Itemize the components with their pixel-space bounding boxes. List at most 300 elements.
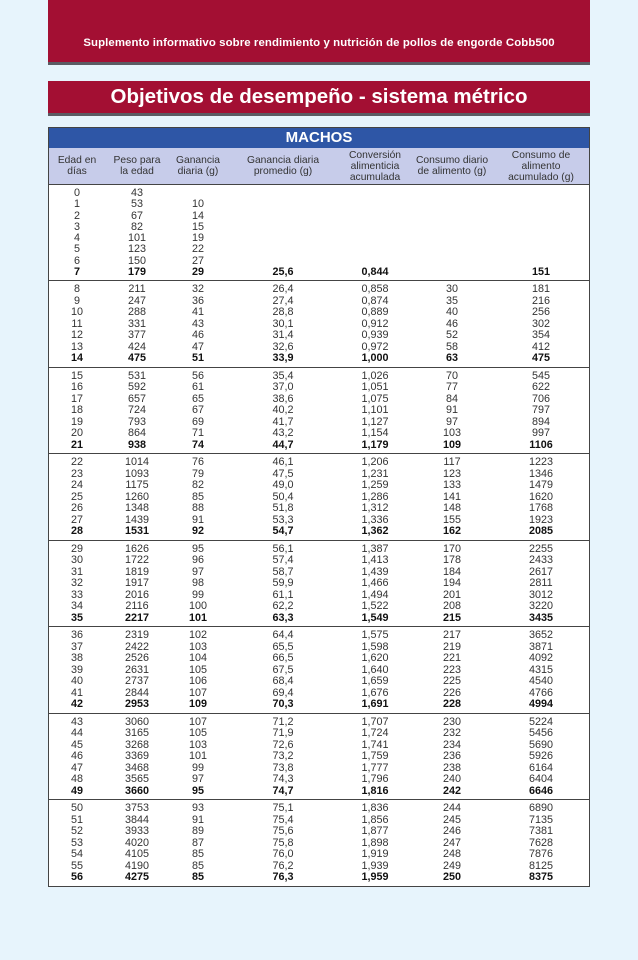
cell-daily-gain: 74: [191, 438, 204, 451]
cell-age: 14: [70, 352, 83, 365]
cell-daily-gain: 107: [188, 686, 207, 699]
cell-age: 51: [70, 813, 83, 826]
cell-weight: 3660: [124, 784, 150, 797]
cell-daily-feed: [411, 222, 493, 233]
column-header-daily-gain: Ganancia diaria (g): [175, 155, 221, 177]
cell-daily-feed: 249: [442, 859, 461, 872]
column-header-feed-conversion: Conversión alimenticia acumulada: [348, 149, 402, 183]
cell-avg-daily-gain: 38,6: [272, 392, 294, 405]
cell-weight: 424: [127, 340, 146, 353]
cell-daily-feed: 245: [442, 813, 461, 826]
cell-age: 22: [70, 456, 83, 469]
cell-weight: 3369: [124, 750, 150, 763]
cell-weight: 1722: [124, 554, 150, 567]
cell-weight: 1626: [124, 542, 150, 555]
cell-feed-conversion: 1,659: [361, 675, 389, 688]
cell-daily-feed: 250: [442, 871, 461, 884]
cell-cumulative-feed: 4766: [528, 686, 554, 699]
cell-feed-conversion: 0,844: [361, 266, 389, 279]
cell-age: 52: [70, 825, 83, 838]
cell-age: 45: [70, 738, 83, 751]
cell-age: 34: [70, 600, 83, 613]
cell-avg-daily-gain: 76,2: [272, 859, 294, 872]
cell-daily-gain: 97: [191, 565, 204, 578]
cell-avg-daily-gain: 67,5: [272, 663, 294, 676]
cell-feed-conversion: [339, 244, 411, 255]
cell-avg-daily-gain: 76,3: [272, 871, 294, 884]
cell-daily-gain: 101: [188, 750, 207, 763]
cell-age: 23: [70, 467, 83, 480]
cell-feed-conversion: 1,466: [361, 577, 389, 590]
cell-daily-feed: 201: [442, 588, 461, 601]
cell-daily-feed: 63: [445, 352, 458, 365]
table-row: [49, 211, 589, 222]
cell-daily-feed: 103: [442, 427, 461, 440]
cell-daily-gain: 105: [188, 727, 207, 740]
cell-avg-daily-gain: 64,4: [272, 629, 294, 642]
cell-cumulative-feed: 622: [531, 381, 550, 394]
cell-feed-conversion: 1,231: [361, 467, 389, 480]
cell-weight: 4275: [124, 871, 150, 884]
cell-feed-conversion: 1,796: [361, 773, 389, 786]
cell-feed-conversion: 1,691: [361, 698, 389, 711]
cell-avg-daily-gain: 26,4: [272, 283, 294, 296]
cell-feed-conversion: 0,874: [361, 294, 389, 307]
cell-age: 47: [70, 761, 83, 774]
cell-age: 36: [70, 629, 83, 642]
cell-daily-feed: 240: [442, 773, 461, 786]
cell-age: 5: [73, 243, 80, 256]
cell-daily-gain: 22: [191, 243, 204, 256]
cell-daily-feed: 215: [442, 611, 461, 624]
cell-daily-feed: 219: [442, 640, 461, 653]
cell-age: 25: [70, 490, 83, 503]
cell-avg-daily-gain: [227, 211, 339, 222]
cell-daily-feed: [411, 244, 493, 255]
cell-cumulative-feed: [493, 233, 589, 244]
cell-daily-gain: 97: [191, 773, 204, 786]
cell-age: 38: [70, 652, 83, 665]
cell-age: 4: [73, 232, 80, 245]
cell-weight: 2116: [125, 600, 149, 613]
cell-avg-daily-gain: 43,2: [272, 427, 294, 440]
cell-cumulative-feed: 5224: [528, 715, 554, 728]
cell-daily-gain: 91: [191, 513, 204, 526]
cell-weight: 1917: [124, 577, 150, 590]
cell-feed-conversion: 1,707: [361, 715, 389, 728]
cell-daily-feed: 123: [442, 467, 461, 480]
cell-daily-gain: 29: [191, 266, 204, 279]
cell-age: 0: [73, 187, 80, 199]
cell-daily-gain: 89: [191, 825, 204, 838]
cell-daily-feed: 148: [442, 502, 461, 515]
cell-daily-gain: 14: [191, 209, 204, 222]
cell-daily-gain: 69: [191, 415, 204, 428]
cell-avg-daily-gain: 51,8: [272, 502, 294, 515]
cell-weight: 101: [127, 232, 146, 245]
cell-avg-daily-gain: 32,6: [272, 340, 294, 353]
cell-cumulative-feed: [493, 211, 589, 222]
cell-age: 56: [70, 871, 83, 884]
cell-age: 48: [70, 773, 83, 786]
cell-feed-conversion: 0,912: [361, 317, 389, 330]
week-group: [49, 627, 589, 714]
cell-daily-feed: 246: [442, 825, 461, 838]
cell-weight: 2016: [124, 588, 150, 601]
cell-daily-feed: 91: [445, 404, 458, 417]
cell-weight: 211: [128, 283, 146, 296]
cell-daily-gain: 32: [191, 283, 204, 296]
cell-daily-gain: 95: [191, 542, 204, 555]
column-header-weight: Peso para la edad: [113, 155, 161, 177]
cell-cumulative-feed: 475: [531, 352, 550, 365]
cell-age: 37: [70, 640, 83, 653]
cell-daily-feed: 208: [442, 600, 461, 613]
cell-feed-conversion: 1,836: [361, 802, 389, 815]
week-group: [49, 281, 589, 368]
cell-cumulative-feed: 6404: [528, 773, 554, 786]
cell-daily-feed: 242: [442, 784, 461, 797]
cell-avg-daily-gain: 53,3: [272, 513, 294, 526]
cell-feed-conversion: 1,856: [361, 813, 389, 826]
cell-avg-daily-gain: 33,9: [272, 352, 294, 365]
cell-age: 39: [70, 663, 83, 676]
cell-cumulative-feed: 3871: [528, 640, 554, 653]
cell-feed-conversion: 1,939: [361, 859, 389, 872]
cell-weight: 2422: [124, 640, 150, 653]
cell-avg-daily-gain: 44,7: [272, 438, 294, 451]
section-title: MACHOS: [49, 128, 589, 148]
cell-cumulative-feed: 2433: [528, 554, 554, 567]
cell-age: 29: [70, 542, 83, 555]
cell-daily-feed: [411, 211, 493, 222]
cell-daily-feed: 226: [442, 686, 461, 699]
cell-cumulative-feed: 8375: [528, 871, 554, 884]
cell-daily-gain: 61: [191, 381, 204, 394]
cell-avg-daily-gain: 68,4: [272, 675, 294, 688]
cell-cumulative-feed: 894: [531, 415, 550, 428]
cell-age: 9: [73, 294, 80, 307]
cell-daily-gain: 15: [191, 220, 204, 233]
cell-daily-feed: 230: [442, 715, 461, 728]
table-row: [49, 188, 589, 199]
cell-age: 43: [70, 715, 83, 728]
cell-feed-conversion: 1,877: [361, 825, 389, 838]
cell-daily-feed: 117: [443, 456, 461, 469]
cell-weight: 3468: [124, 761, 150, 774]
cell-daily-gain: 10: [191, 198, 204, 211]
cell-age: 18: [70, 404, 83, 417]
cell-feed-conversion: [339, 211, 411, 222]
cell-daily-feed: 30: [445, 283, 458, 296]
cell-daily-feed: 155: [442, 513, 461, 526]
cell-daily-gain: 103: [188, 640, 207, 653]
cell-daily-gain: 99: [191, 761, 204, 774]
cell-daily-gain: 105: [188, 663, 207, 676]
cell-weight: 288: [127, 306, 146, 319]
cell-avg-daily-gain: [227, 188, 339, 199]
cell-cumulative-feed: 1106: [529, 438, 553, 451]
cell-daily-feed: 247: [442, 836, 461, 849]
cell-daily-feed: 97: [445, 415, 458, 428]
cell-cumulative-feed: 412: [531, 340, 550, 353]
cell-daily-feed: 133: [442, 479, 461, 492]
cell-feed-conversion: 0,858: [361, 283, 389, 296]
cell-avg-daily-gain: 65,5: [272, 640, 294, 653]
cell-cumulative-feed: 706: [531, 392, 550, 405]
table-row: [49, 613, 589, 625]
cell-age: 35: [70, 611, 83, 624]
cell-feed-conversion: [339, 233, 411, 244]
cell-weight: 938: [127, 438, 146, 451]
table-row: [49, 440, 589, 452]
cell-weight: 475: [127, 352, 146, 365]
cell-avg-daily-gain: 69,4: [272, 686, 294, 699]
cell-avg-daily-gain: [227, 199, 339, 210]
cell-avg-daily-gain: 31,4: [272, 329, 294, 342]
cell-feed-conversion: 1,919: [361, 848, 389, 861]
cell-age: 19: [70, 415, 83, 428]
cell-cumulative-feed: 6646: [528, 784, 554, 797]
cell-age: 13: [70, 340, 83, 353]
cell-age: 50: [70, 802, 83, 815]
cell-daily-feed: 58: [445, 340, 458, 353]
cell-weight: 657: [127, 392, 146, 405]
cell-cumulative-feed: 6164: [528, 761, 554, 774]
cell-feed-conversion: 1,362: [361, 525, 389, 538]
cell-feed-conversion: 1,127: [361, 415, 389, 428]
cell-cumulative-feed: 6890: [528, 802, 554, 815]
cell-daily-gain: 47: [191, 340, 204, 353]
cell-daily-gain: 67: [191, 404, 204, 417]
cell-weight: 3565: [124, 773, 150, 786]
week-group: [49, 800, 589, 886]
cell-daily-gain: 46: [191, 329, 204, 342]
cell-cumulative-feed: 354: [531, 329, 550, 342]
cell-daily-feed: 221: [442, 652, 461, 665]
cell-age: 12: [70, 329, 83, 342]
cell-daily-gain: 65: [191, 392, 204, 405]
cell-daily-gain: 87: [191, 836, 204, 849]
cell-weight: 82: [130, 220, 143, 233]
cell-daily-gain: 27: [191, 254, 204, 267]
cell-weight: 67: [130, 209, 143, 222]
cell-age: 42: [70, 698, 83, 711]
cell-weight: 3165: [124, 727, 150, 740]
cell-avg-daily-gain: 73,8: [272, 761, 294, 774]
cell-daily-feed: 35: [445, 294, 458, 307]
cell-avg-daily-gain: 30,1: [272, 317, 294, 330]
cell-avg-daily-gain: 71,2: [272, 715, 294, 728]
cell-weight: 1348: [124, 502, 150, 515]
cell-avg-daily-gain: 35,4: [272, 369, 294, 382]
cell-daily-feed: 244: [442, 802, 461, 815]
cell-daily-feed: 225: [442, 675, 461, 688]
cell-feed-conversion: 1,051: [361, 381, 389, 394]
column-header-cumulative-feed: Consumo de alimento acumulado (g): [508, 149, 574, 183]
cell-avg-daily-gain: 58,7: [272, 565, 294, 578]
cell-daily-feed: 236: [442, 750, 461, 763]
cell-feed-conversion: 1,026: [361, 369, 389, 382]
cell-daily-feed: 52: [445, 329, 458, 342]
cell-weight: 331: [127, 317, 146, 330]
cell-avg-daily-gain: 70,3: [272, 698, 294, 711]
performance-table: [48, 127, 590, 887]
cell-age: 53: [70, 836, 83, 849]
table-row: [49, 699, 589, 711]
cell-feed-conversion: 1,075: [361, 392, 389, 405]
cell-weight: 3753: [124, 802, 150, 815]
cell-weight: 3844: [124, 813, 150, 826]
cell-daily-feed: 184: [442, 565, 461, 578]
cell-age: 2: [73, 209, 80, 222]
cell-daily-gain: 99: [191, 588, 204, 601]
cell-avg-daily-gain: 66,5: [272, 652, 294, 665]
cell-daily-gain: 107: [188, 715, 207, 728]
cell-cumulative-feed: 151: [531, 266, 550, 279]
cell-weight: 1260: [124, 490, 150, 503]
cell-daily-gain: 91: [191, 813, 204, 826]
cell-weight: 2217: [124, 611, 150, 624]
cell-feed-conversion: 1,336: [361, 513, 389, 526]
column-header-row: [49, 148, 589, 185]
cell-feed-conversion: 1,179: [361, 438, 389, 451]
cell-feed-conversion: 1,000: [361, 352, 389, 365]
cell-cumulative-feed: [493, 244, 589, 255]
cell-daily-gain: 88: [191, 502, 204, 515]
cell-avg-daily-gain: 46,1: [272, 456, 294, 469]
column-header-age: Edad en días: [57, 155, 97, 177]
cell-daily-gain: 101: [188, 611, 207, 624]
cell-avg-daily-gain: [227, 222, 339, 233]
cell-feed-conversion: 1,759: [361, 750, 389, 763]
cell-daily-feed: 228: [442, 698, 461, 711]
cell-daily-feed: 70: [445, 369, 458, 382]
cell-weight: 3268: [124, 738, 150, 751]
cell-avg-daily-gain: 56,1: [272, 542, 294, 555]
cell-daily-gain: 19: [191, 232, 204, 245]
cell-cumulative-feed: 3012: [528, 588, 554, 601]
cell-daily-gain: 100: [188, 600, 207, 613]
cell-feed-conversion: 1,312: [361, 502, 389, 515]
cell-feed-conversion: 1,101: [361, 404, 389, 417]
cell-daily-gain: 95: [191, 784, 204, 797]
cell-avg-daily-gain: 75,6: [272, 825, 294, 838]
cell-feed-conversion: 1,598: [361, 640, 389, 653]
week-group: [49, 541, 589, 628]
cell-weight: 1531: [124, 525, 150, 538]
cell-avg-daily-gain: 73,2: [272, 750, 294, 763]
table-body: [49, 185, 589, 886]
cell-weight: 592: [127, 381, 146, 394]
cell-weight: 531: [127, 369, 146, 382]
cell-feed-conversion: 1,724: [361, 727, 389, 740]
cell-age: 20: [70, 427, 83, 440]
cell-avg-daily-gain: 37,0: [272, 381, 294, 394]
cell-avg-daily-gain: 72,6: [272, 738, 294, 751]
cell-daily-feed: [411, 188, 493, 199]
cell-cumulative-feed: 256: [531, 306, 550, 319]
week-group: [49, 368, 589, 455]
cell-daily-feed: [411, 267, 493, 278]
supplement-header: Suplemento informativo sobre rendimiento y nutrición de pollos de engorde Cobb500: [83, 37, 555, 49]
cell-weight: 2319: [124, 629, 150, 642]
cell-avg-daily-gain: 40,2: [272, 404, 294, 417]
cell-daily-feed: 162: [442, 525, 461, 538]
cell-cumulative-feed: 2617: [528, 565, 554, 578]
cell-feed-conversion: 0,889: [361, 306, 389, 319]
cell-daily-gain: 103: [188, 738, 207, 751]
cell-weight: 2953: [124, 698, 150, 711]
cell-feed-conversion: 1,286: [361, 490, 389, 503]
week-group: [49, 714, 589, 801]
cell-feed-conversion: 1,676: [361, 686, 389, 699]
cell-daily-gain: 82: [191, 479, 204, 492]
cell-avg-daily-gain: 71,9: [272, 727, 294, 740]
cell-feed-conversion: 1,816: [361, 784, 389, 797]
cell-weight: 793: [127, 415, 146, 428]
cell-age: 55: [70, 859, 83, 872]
cell-age: 27: [70, 513, 83, 526]
cell-age: 15: [70, 369, 83, 382]
cell-daily-gain: 98: [191, 577, 204, 590]
cell-weight: 724: [127, 404, 146, 417]
cell-avg-daily-gain: 25,6: [272, 266, 294, 279]
cell-daily-feed: [411, 256, 493, 267]
cell-cumulative-feed: 216: [531, 294, 550, 307]
cell-cumulative-feed: 1346: [528, 467, 554, 480]
cell-avg-daily-gain: 27,4: [272, 294, 294, 307]
cell-daily-gain: 85: [191, 848, 204, 861]
cell-cumulative-feed: 5690: [528, 738, 554, 751]
cell-age: 41: [70, 686, 83, 699]
cell-daily-gain: 41: [191, 306, 204, 319]
cell-age: 6: [73, 254, 80, 267]
cell-weight: 4190: [124, 859, 150, 872]
cell-weight: 3933: [124, 825, 150, 838]
cell-daily-feed: 40: [445, 306, 458, 319]
cell-weight: 2526: [124, 652, 150, 665]
cell-cumulative-feed: 4540: [528, 675, 554, 688]
cell-cumulative-feed: 1479: [528, 479, 554, 492]
table-row: [49, 199, 589, 210]
cell-daily-gain: 71: [191, 427, 204, 440]
cell-cumulative-feed: 1768: [528, 502, 554, 515]
cell-cumulative-feed: 2811: [529, 577, 553, 590]
cell-daily-gain: 104: [188, 652, 207, 665]
cell-daily-gain: 56: [191, 369, 204, 382]
cell-cumulative-feed: [493, 222, 589, 233]
cell-avg-daily-gain: 50,4: [272, 490, 294, 503]
cell-feed-conversion: 1,959: [361, 871, 389, 884]
cell-age: 30: [70, 554, 83, 567]
cell-feed-conversion: 0,972: [361, 340, 389, 353]
table-row: [49, 872, 589, 884]
column-header-daily-feed: Consumo diario de alimento (g): [415, 155, 489, 177]
cell-avg-daily-gain: 57,4: [272, 554, 294, 567]
page-title: Objetivos de desempeño - sistema métrico: [110, 85, 528, 108]
cell-weight: 3060: [124, 715, 150, 728]
cell-feed-conversion: 1,898: [361, 836, 389, 849]
cell-cumulative-feed: 1620: [528, 490, 554, 503]
cell-daily-feed: [411, 199, 493, 210]
title-band: [48, 81, 590, 116]
cell-daily-feed: 77: [445, 381, 458, 394]
cell-weight: 2844: [124, 686, 150, 699]
cell-feed-conversion: 1,522: [361, 600, 389, 613]
cell-age: 17: [70, 392, 83, 405]
cell-weight: 1439: [124, 513, 150, 526]
